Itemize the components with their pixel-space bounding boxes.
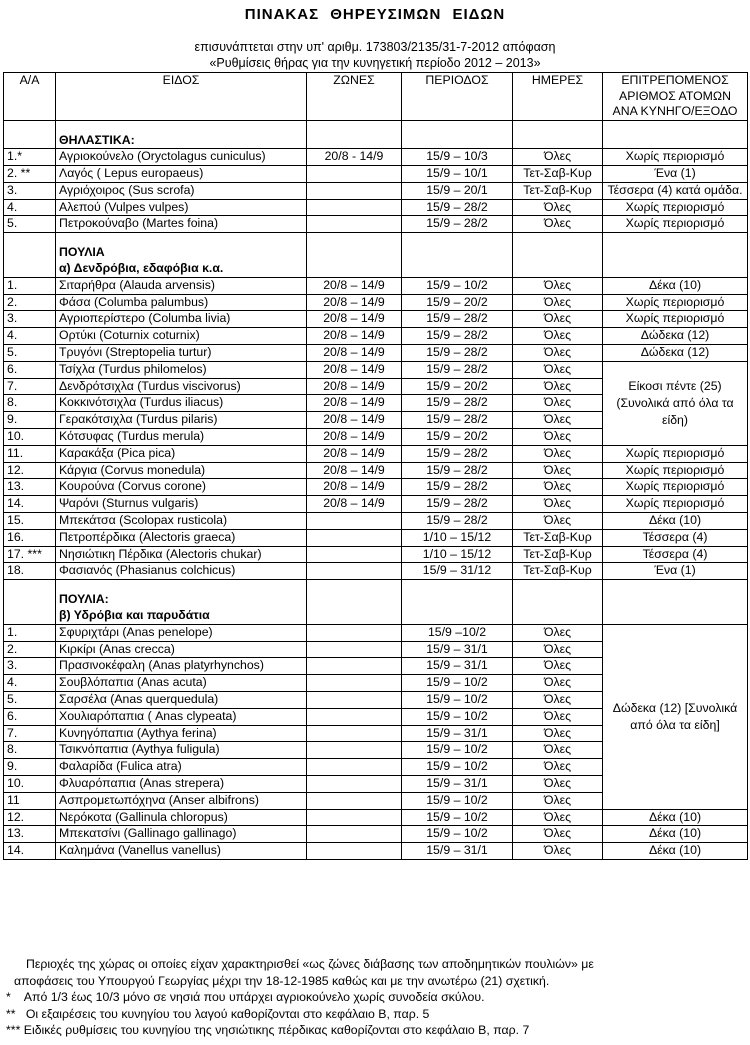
period: 15/9 – 10/2 xyxy=(402,675,513,692)
allowed-count: Χωρίς περιορισμό xyxy=(603,496,748,513)
allowed-count: Δέκα (10) xyxy=(603,843,748,860)
zones xyxy=(307,216,402,233)
species-name: Μπεκατσίνι (Gallinago gallinago) xyxy=(56,826,307,843)
table-row xyxy=(4,277,748,294)
species-name: Χουλιαρόπαπια ( Anas clypeata) xyxy=(56,708,307,725)
period: 15/9 – 28/2 xyxy=(402,328,513,345)
row-number: 4. xyxy=(4,199,56,216)
row-number: 4. xyxy=(4,328,56,345)
period: 15/9 – 20/2 xyxy=(402,429,513,446)
table-row xyxy=(4,182,748,199)
section-empty-cell xyxy=(513,120,603,149)
row-number: 3. xyxy=(4,182,56,199)
period: 15/9 – 10/2 xyxy=(402,826,513,843)
row-number: 5. xyxy=(4,216,56,233)
species-name: Σφυριχτάρι (Anas penelope) xyxy=(56,624,307,641)
note-zones-line2: αποφάσεις του Υπουργού Γεωργίας μέχρι την 18-12-1985 καθώς και με την ανωτέρω (21) σχετική. xyxy=(14,973,550,988)
table-row xyxy=(4,496,748,513)
row-number: 1.* xyxy=(4,149,56,166)
days: Όλες xyxy=(513,328,603,345)
header-aa: Α/Α xyxy=(4,73,56,121)
row-number: 1. xyxy=(4,624,56,641)
days: Όλες xyxy=(513,311,603,328)
game-species-table xyxy=(3,72,748,860)
section-birds-a xyxy=(4,233,748,278)
days: Όλες xyxy=(513,624,603,641)
days: Τετ-Σαβ-Κυρ xyxy=(513,546,603,563)
zones xyxy=(307,775,402,792)
footnotes xyxy=(6,956,746,1039)
section-birds-b xyxy=(4,580,748,625)
note-star3: *** Ειδικές ρυθμίσεις του κυνηγίου της νησιώτικης πέρδικας καθορίζονται στο κεφάλαιο Β, παρ. 7 xyxy=(6,1023,530,1037)
allowed-count: Χωρίς περιορισμό xyxy=(603,462,748,479)
zones xyxy=(307,182,402,199)
note-zones-line1: Περιοχές της χώρας οι οποίες είχαν χαρακτηρισθεί «ως ζώνες διάβασης των αποδημητικών πουλιών» με xyxy=(26,957,594,971)
table-row xyxy=(4,216,748,233)
days: Όλες xyxy=(513,277,603,294)
allowed-count: Δέκα (10) xyxy=(603,277,748,294)
zones xyxy=(307,546,402,563)
species-name: Ψαρόνι (Sturnus vulgaris) xyxy=(56,496,307,513)
table-row xyxy=(4,361,748,378)
period: 1/10 – 15/12 xyxy=(402,529,513,546)
species-name: Τρυγόνι (Streptopelia turtur) xyxy=(56,345,307,362)
allowed-count: Χωρίς περιορισμό xyxy=(603,311,748,328)
zones: 20/8 – 14/9 xyxy=(307,445,402,462)
table-row xyxy=(4,809,748,826)
species-name: Καρακάξα (Pica pica) xyxy=(56,445,307,462)
period: 15/9 – 28/2 xyxy=(402,513,513,530)
section-empty-cell xyxy=(307,233,402,278)
species-name: Κοκκινότσιχλα (Turdus iliacus) xyxy=(56,395,307,412)
period: 15/9 – 28/2 xyxy=(402,345,513,362)
species-name: Δενδρότσιχλα (Turdus viscivorus) xyxy=(56,378,307,395)
zones xyxy=(307,792,402,809)
section-heading xyxy=(56,120,307,149)
species-name: Φαλαρίδα (Fulica atra) xyxy=(56,759,307,776)
period: 15/9 – 28/2 xyxy=(402,311,513,328)
species-name: Ασπρομετωπόχηνα (Anser albifrons) xyxy=(56,792,307,809)
days: Όλες xyxy=(513,641,603,658)
species-name: Πετροκούναβο (Martes foina) xyxy=(56,216,307,233)
allowed-count: Χωρίς περιορισμό xyxy=(603,294,748,311)
allowed-count: Δώδεκα (12) xyxy=(603,328,748,345)
section-heading-line: α) Δενδρόβια, εδαφόβια κ.α. xyxy=(59,261,224,276)
days: Όλες xyxy=(513,361,603,378)
duck-group-limit: Δώδεκα (12) [Συνολικά από όλα τα είδη] xyxy=(603,624,748,809)
section-empty-cell xyxy=(513,580,603,625)
row-number: 5. xyxy=(4,692,56,709)
period: 15/9 – 20/2 xyxy=(402,378,513,395)
table-header-row xyxy=(4,73,748,121)
days: Όλες xyxy=(513,496,603,513)
row-number: 18. xyxy=(4,563,56,580)
row-number: 17. *** xyxy=(4,546,56,563)
table-body xyxy=(4,120,748,859)
period: 15/9 – 28/2 xyxy=(402,199,513,216)
zones: 20/8 – 14/9 xyxy=(307,277,402,294)
species-name: Σουβλόπαπια (Anas acuta) xyxy=(56,675,307,692)
days: Όλες xyxy=(513,775,603,792)
table-row xyxy=(4,345,748,362)
zones xyxy=(307,641,402,658)
days: Όλες xyxy=(513,378,603,395)
allowed-count: Χωρίς περιορισμό xyxy=(603,479,748,496)
days: Όλες xyxy=(513,708,603,725)
zones xyxy=(307,742,402,759)
period: 15/9 – 31/1 xyxy=(402,641,513,658)
period: 1/10 – 15/12 xyxy=(402,546,513,563)
species-name: Μπεκάτσα (Scolopax rusticola) xyxy=(56,513,307,530)
days: Όλες xyxy=(513,429,603,446)
period: 15/9 – 28/2 xyxy=(402,496,513,513)
row-number: 10. xyxy=(4,775,56,792)
species-name: Γερακότσιχλα (Turdus pilaris) xyxy=(56,412,307,429)
table-row xyxy=(4,529,748,546)
species-name: Αγριοπερίστερο (Columba livia) xyxy=(56,311,307,328)
row-number: 9. xyxy=(4,759,56,776)
note-star1: * Από 1/3 έως 10/3 μόνο σε νησιά που υπάρχει αγριοκούνελο χωρίς συνοδεία σκύλου. xyxy=(6,990,485,1004)
days: Όλες xyxy=(513,445,603,462)
days: Όλες xyxy=(513,658,603,675)
row-number: 3. xyxy=(4,658,56,675)
days: Όλες xyxy=(513,513,603,530)
row-number: 8. xyxy=(4,395,56,412)
table-row xyxy=(4,311,748,328)
period: 15/9 – 28/2 xyxy=(402,445,513,462)
period: 15/9 – 31/1 xyxy=(402,843,513,860)
period: 15/9 – 31/1 xyxy=(402,725,513,742)
zones xyxy=(307,529,402,546)
period: 15/9 – 10/2 xyxy=(402,809,513,826)
row-number: 15. xyxy=(4,513,56,530)
species-name: Λαγός ( Lepus europaeus) xyxy=(56,166,307,183)
row-number: 4. xyxy=(4,675,56,692)
days: Όλες xyxy=(513,199,603,216)
species-name: Κυνηγόπαπια (Aythya ferina) xyxy=(56,725,307,742)
table-row xyxy=(4,479,748,496)
zones xyxy=(307,692,402,709)
allowed-count: Δώδεκα (12) xyxy=(603,345,748,362)
period: 15/9 – 28/2 xyxy=(402,479,513,496)
section-heading xyxy=(56,233,307,278)
table-row xyxy=(4,843,748,860)
row-number: 3. xyxy=(4,311,56,328)
section-empty-cell xyxy=(603,580,748,625)
zones xyxy=(307,624,402,641)
section-empty-cell xyxy=(603,233,748,278)
allowed-count: Τέσσερα (4) xyxy=(603,529,748,546)
days: Τετ-Σαβ-Κυρ xyxy=(513,166,603,183)
page-title: ΠΙΝΑΚΑΣ ΘΗΡΕΥΣΙΜΩΝ ΕΙΔΩΝ xyxy=(244,6,506,23)
zones: 20/8 – 14/9 xyxy=(307,429,402,446)
period: 15/9 – 10/2 xyxy=(402,277,513,294)
days: Όλες xyxy=(513,742,603,759)
species-name: Σαρσέλα (Anas querquedula) xyxy=(56,692,307,709)
period: 15/9 – 10/2 xyxy=(402,692,513,709)
row-number: 7. xyxy=(4,725,56,742)
days: Τετ-Σαβ-Κυρ xyxy=(513,182,603,199)
header-days: ΗΜΕΡΕΣ xyxy=(513,73,603,121)
allowed-count: Δέκα (10) xyxy=(603,826,748,843)
period: 15/9 – 28/2 xyxy=(402,216,513,233)
zones xyxy=(307,658,402,675)
table-row xyxy=(4,149,748,166)
period: 15/9 – 28/2 xyxy=(402,462,513,479)
row-number: 14. xyxy=(4,496,56,513)
allowed-count: Χωρίς περιορισμό xyxy=(603,445,748,462)
row-number: 12. xyxy=(4,462,56,479)
table-row xyxy=(4,546,748,563)
species-name: Αγριόχοιρος (Sus scrofa) xyxy=(56,182,307,199)
zones xyxy=(307,826,402,843)
row-number: 1. xyxy=(4,277,56,294)
section-heading-line: ΘΗΛΑΣΤΙΚΑ: xyxy=(59,132,135,147)
days: Όλες xyxy=(513,149,603,166)
table-row xyxy=(4,199,748,216)
header-period: ΠΕΡΙΟΔΟΣ xyxy=(402,73,513,121)
row-number: 11 xyxy=(4,792,56,809)
species-name: Πετροπέρδικα (Alectoris graeca) xyxy=(56,529,307,546)
allowed-count: Δέκα (10) xyxy=(603,809,748,826)
row-number: 10. xyxy=(4,429,56,446)
section-heading xyxy=(56,580,307,625)
species-name: Νησιώτικη Πέρδικα (Alectoris chukar) xyxy=(56,546,307,563)
zones: 20/8 – 14/9 xyxy=(307,311,402,328)
species-name: Καλημάνα (Vanellus vanellus) xyxy=(56,843,307,860)
zones: 20/8 – 14/9 xyxy=(307,361,402,378)
zones: 20/8 – 14/9 xyxy=(307,462,402,479)
table-row xyxy=(4,826,748,843)
species-name: Νερόκοτα (Gallinula chloropus) xyxy=(56,809,307,826)
days: Όλες xyxy=(513,692,603,709)
row-number: 6. xyxy=(4,361,56,378)
row-number: 8. xyxy=(4,742,56,759)
zones: 20/8 – 14/9 xyxy=(307,345,402,362)
thrush-group-limit: Είκοσι πέντε (25) (Συνολικά από όλα τα είδη) xyxy=(603,361,748,445)
days: Όλες xyxy=(513,826,603,843)
table-row xyxy=(4,328,748,345)
days: Όλες xyxy=(513,294,603,311)
days: Τετ-Σαβ-Κυρ xyxy=(513,563,603,580)
section-empty-cell xyxy=(307,120,402,149)
species-name: Πρασινοκέφαλη (Anas platyrhynchos) xyxy=(56,658,307,675)
period: 15/9 – 31/1 xyxy=(402,775,513,792)
species-name: Φάσα (Columba palumbus) xyxy=(56,294,307,311)
section-aa-cell xyxy=(4,580,56,625)
period: 15/9 – 20/2 xyxy=(402,294,513,311)
row-number: 2. ** xyxy=(4,166,56,183)
header-zones: ΖΩΝΕΣ xyxy=(307,73,402,121)
zones xyxy=(307,843,402,860)
zones: 20/8 – 14/9 xyxy=(307,479,402,496)
row-number: 5. xyxy=(4,345,56,362)
row-number: 2. xyxy=(4,294,56,311)
section-heading-line: β) Υδρόβια και παρυδάτια xyxy=(59,608,210,623)
table-row xyxy=(4,563,748,580)
days: Όλες xyxy=(513,759,603,776)
species-name: Κότσυφας (Turdus merula) xyxy=(56,429,307,446)
section-empty-cell xyxy=(402,580,513,625)
zones: 20/8 – 14/9 xyxy=(307,378,402,395)
period: 15/9 – 10/2 xyxy=(402,792,513,809)
days: Όλες xyxy=(513,412,603,429)
species-name: Κουρούνα (Corvus corone) xyxy=(56,479,307,496)
days: Όλες xyxy=(513,462,603,479)
section-mammals xyxy=(4,120,748,149)
days: Όλες xyxy=(513,216,603,233)
section-empty-cell xyxy=(513,233,603,278)
zones xyxy=(307,725,402,742)
table-row xyxy=(4,294,748,311)
period: 15/9 – 31/12 xyxy=(402,563,513,580)
subtitle-decision: επισυνάπτεται στην υπ' αριθμ. 173803/2135/31-7-2012 απόφαση xyxy=(194,40,556,54)
species-name: Αγριοκούνελο (Oryctolagus cuniculus) xyxy=(56,149,307,166)
header-species: ΕΙΔΟΣ xyxy=(56,73,307,121)
species-name: Φλυαρόπαπια (Anas strepera) xyxy=(56,775,307,792)
row-number: 13. xyxy=(4,479,56,496)
table-row xyxy=(4,624,748,641)
period: 15/9 – 10/1 xyxy=(402,166,513,183)
zones: 20/8 – 14/9 xyxy=(307,328,402,345)
zones: 20/8 – 14/9 xyxy=(307,294,402,311)
table-row xyxy=(4,462,748,479)
period: 15/9 – 28/2 xyxy=(402,361,513,378)
section-aa-cell xyxy=(4,233,56,278)
row-number: 14. xyxy=(4,843,56,860)
section-empty-cell xyxy=(603,120,748,149)
period: 15/9 – 20/1 xyxy=(402,182,513,199)
days: Όλες xyxy=(513,792,603,809)
zones: 20/8 – 14/9 xyxy=(307,412,402,429)
days: Όλες xyxy=(513,725,603,742)
zones xyxy=(307,708,402,725)
days: Όλες xyxy=(513,809,603,826)
row-number: 9. xyxy=(4,412,56,429)
days: Όλες xyxy=(513,675,603,692)
species-name: Κάργια (Corvus monedula) xyxy=(56,462,307,479)
species-name: Αλεπού (Vulpes vulpes) xyxy=(56,199,307,216)
species-name: Τσικνόπαπια (Aythya fuligula) xyxy=(56,742,307,759)
section-empty-cell xyxy=(307,580,402,625)
period: 15/9 – 10/2 xyxy=(402,759,513,776)
species-name: Ορτύκι (Coturnix coturnix) xyxy=(56,328,307,345)
zones xyxy=(307,759,402,776)
section-empty-cell xyxy=(402,233,513,278)
zones xyxy=(307,809,402,826)
period: 15/9 – 10/2 xyxy=(402,708,513,725)
period: 15/9 – 31/1 xyxy=(402,658,513,675)
row-number: 6. xyxy=(4,708,56,725)
table-row xyxy=(4,445,748,462)
row-number: 16. xyxy=(4,529,56,546)
species-name: Φασιανός (Phasianus colchicus) xyxy=(56,563,307,580)
period: 15/9 – 10/2 xyxy=(402,742,513,759)
zones: 20/8 – 14/9 xyxy=(307,395,402,412)
species-name: Σιταρήθρα (Alauda arvensis) xyxy=(56,277,307,294)
allowed-count: Δέκα (10) xyxy=(603,513,748,530)
period: 15/9 – 28/2 xyxy=(402,412,513,429)
days: Όλες xyxy=(513,395,603,412)
zones xyxy=(307,166,402,183)
section-heading-line: ΠΟΥΛΙΑ xyxy=(59,245,105,260)
period: 15/9 – 10/3 xyxy=(402,149,513,166)
table-row xyxy=(4,513,748,530)
allowed-count: Χωρίς περιορισμό xyxy=(603,149,748,166)
section-aa-cell xyxy=(4,120,56,149)
days: Όλες xyxy=(513,479,603,496)
row-number: 2. xyxy=(4,641,56,658)
row-number: 7. xyxy=(4,378,56,395)
allowed-count: Ένα (1) xyxy=(603,563,748,580)
row-number: 12. xyxy=(4,809,56,826)
zones xyxy=(307,675,402,692)
row-number: 11. xyxy=(4,445,56,462)
allowed-count: Ένα (1) xyxy=(603,166,748,183)
note-star2: ** Οι εξαιρέσεις του κυνηγίου του λαγού καθορίζονται στο κεφάλαιο Β, παρ. 5 xyxy=(6,1006,430,1021)
days: Όλες xyxy=(513,843,603,860)
days: Όλες xyxy=(513,345,603,362)
header-allowed: ΕΠΙΤΡΕΠΟΜΕΝΟΣ ΑΡΙΘΜΟΣ ΑΤΟΜΩΝ ΑΝΑ ΚΥΝΗΓΟ/ΕΞΟΔΟ xyxy=(603,73,748,121)
section-empty-cell xyxy=(402,120,513,149)
allowed-count: Χωρίς περιορισμό xyxy=(603,216,748,233)
row-number: 13. xyxy=(4,826,56,843)
table-row xyxy=(4,166,748,183)
allowed-count: Τέσσερα (4) xyxy=(603,546,748,563)
zones xyxy=(307,199,402,216)
subtitle-season: «Ρυθμίσεις θήρας για την κυνηγετική περίοδο 2012 – 2013» xyxy=(209,56,541,70)
days: Τετ-Σαβ-Κυρ xyxy=(513,529,603,546)
period: 15/9 – 28/2 xyxy=(402,395,513,412)
species-name: Κιρκίρι (Anas crecca) xyxy=(56,641,307,658)
allowed-count: Χωρίς περιορισμό xyxy=(603,199,748,216)
zones: 20/8 - 14/9 xyxy=(307,149,402,166)
zones xyxy=(307,563,402,580)
section-heading-line: ΠΟΥΛΙΑ: xyxy=(59,592,109,607)
zones: 20/8 – 14/9 xyxy=(307,496,402,513)
period: 15/9 –10/2 xyxy=(402,624,513,641)
allowed-count: Τέσσερα (4) κατά ομάδα. xyxy=(603,182,748,199)
zones xyxy=(307,513,402,530)
species-name: Τσίχλα (Turdus philomelos) xyxy=(56,361,307,378)
